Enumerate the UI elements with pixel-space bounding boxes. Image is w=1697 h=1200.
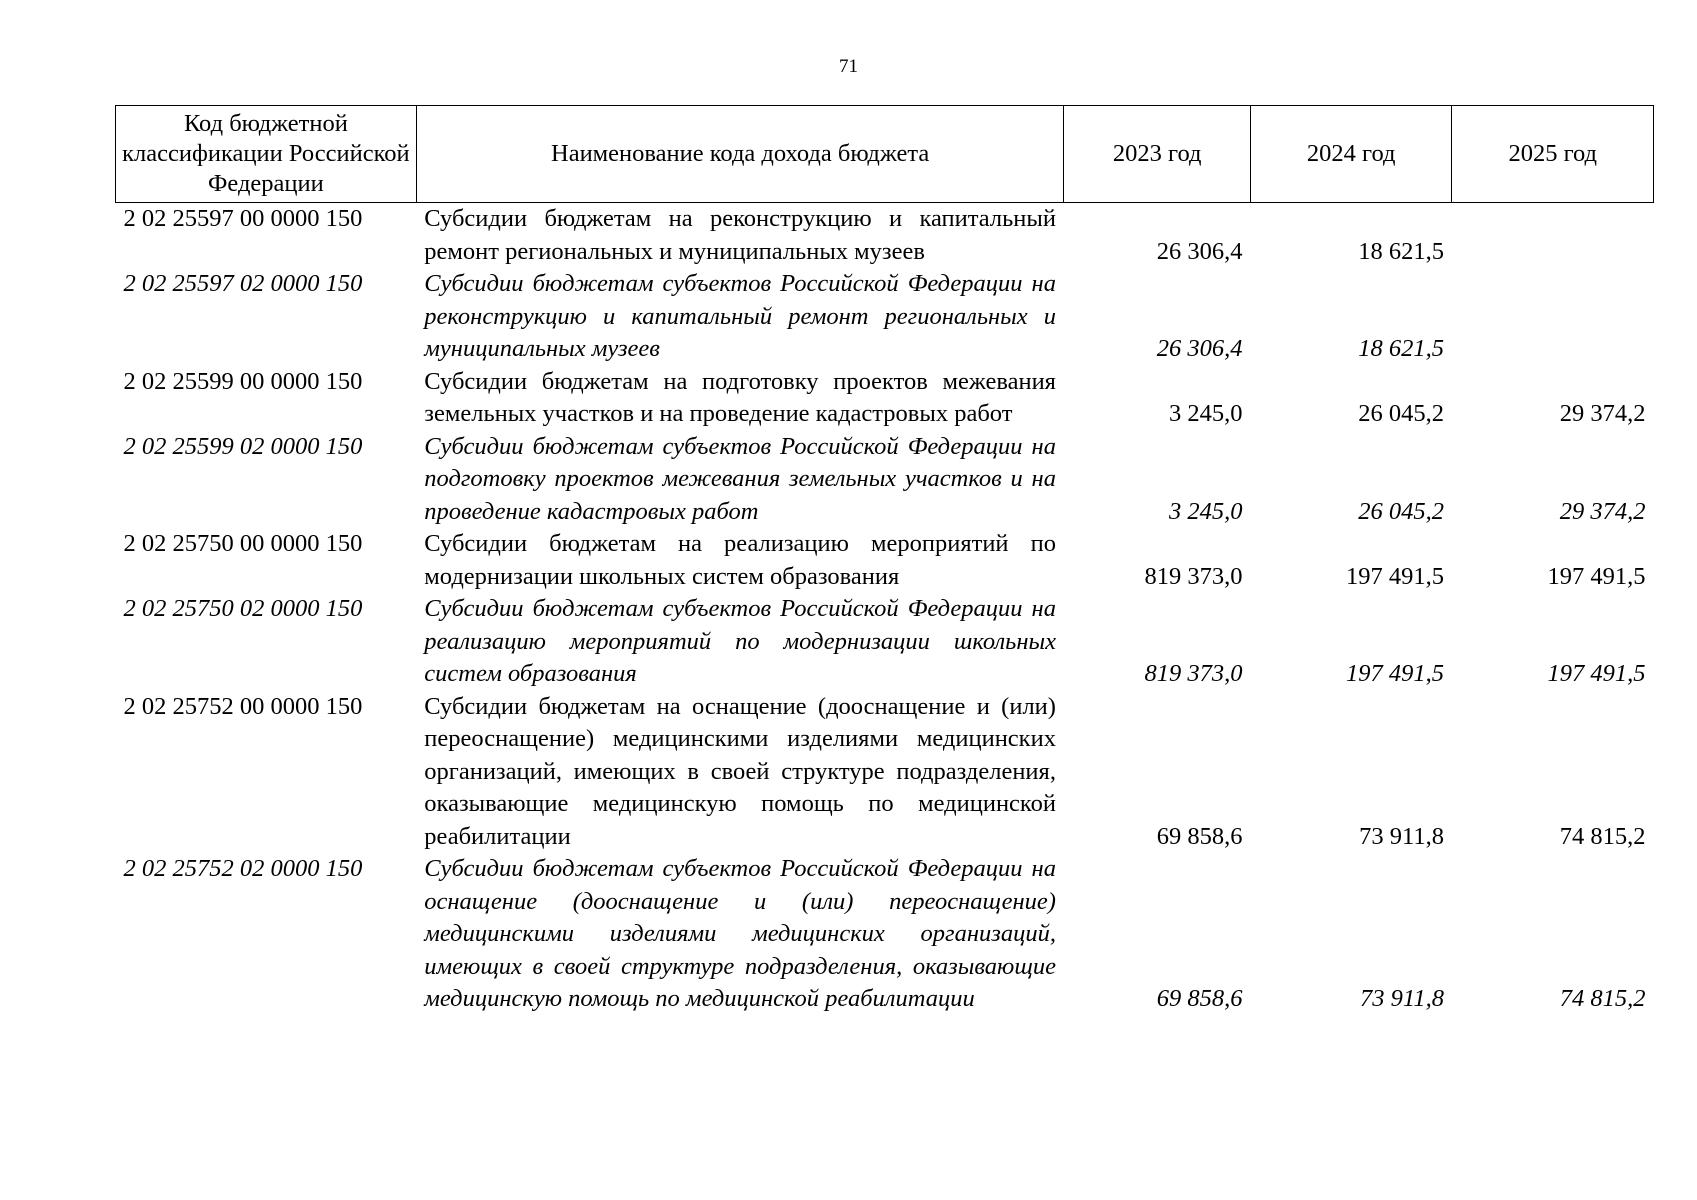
table-row xyxy=(116,691,1654,854)
budget-revenue-table xyxy=(115,105,1654,1016)
value-2023: 26 306,4 xyxy=(1156,335,1243,362)
value-2024: 18 621,5 xyxy=(1358,237,1444,265)
budget-code: 2 02 25599 02 0000 150 xyxy=(123,432,363,460)
header-code: Код бюджетной классификации Российской Федерации xyxy=(116,106,417,203)
budget-code: 2 02 25752 02 0000 150 xyxy=(123,855,363,882)
table-header-row xyxy=(116,106,1654,203)
budget-code: 2 02 25750 02 0000 150 xyxy=(123,595,363,622)
revenue-name: Субсидии бюджетам на оснащение (дооснащение и (или) переоснащение) медицинскими изделиями медицинских организаций, имеющих в своей структуре подразделения, оказывающие медицинскую помощь по медицинской реабилитации xyxy=(424,692,1056,850)
table-row xyxy=(116,528,1654,593)
value-2024: 197 491,5 xyxy=(1345,660,1444,687)
revenue-name: Субсидии бюджетам субъектов Российской Федерации на реконструкцию и капитальный ремонт региональных и муниципальных музеев xyxy=(424,270,1056,362)
value-2023: 69 858,6 xyxy=(1156,985,1243,1012)
value-2024: 18 621,5 xyxy=(1358,335,1444,362)
value-2025 xyxy=(1452,203,1654,269)
revenue-name: Субсидии бюджетам субъектов Российской Федерации на оснащение (дооснащение и (или) переоснащение) медицинскими изделиями медицинских организаций, имеющих в своей структуре подразделения, оказывающие медицинскую помощь по медицинской реабилитации xyxy=(424,855,1056,1012)
value-2023: 26 306,4 xyxy=(1156,237,1243,265)
revenue-name: Субсидии бюджетам субъектов Российской Федерации на реализацию мероприятий по модернизации школьных систем образования xyxy=(424,595,1056,687)
table-row xyxy=(116,268,1654,366)
value-2024: 73 911,8 xyxy=(1360,985,1444,1012)
revenue-name: Субсидии бюджетам на реализацию мероприятий по модернизации школьных систем образования xyxy=(424,530,1056,590)
value-2025: 197 491,5 xyxy=(1547,660,1646,687)
budget-code: 2 02 25597 00 0000 150 xyxy=(123,205,363,232)
value-2023: 819 373,0 xyxy=(1144,562,1243,590)
value-2023: 819 373,0 xyxy=(1144,660,1243,687)
header-2023: 2023 год xyxy=(1064,106,1250,203)
value-2025: 74 815,2 xyxy=(1559,985,1646,1012)
header-2025: 2025 год xyxy=(1452,106,1654,203)
value-2025 xyxy=(1452,268,1654,366)
value-2025: 29 374,2 xyxy=(1559,400,1646,427)
budget-code: 2 02 25597 02 0000 150 xyxy=(123,270,363,297)
revenue-name: Субсидии бюджетам субъектов Российской Федерации на подготовку проектов межевания земельных участков и на проведение кадастровых работ xyxy=(424,432,1056,525)
value-2024: 197 491,5 xyxy=(1345,562,1444,590)
page-number: 71 xyxy=(839,56,858,77)
value-2025: 74 815,2 xyxy=(1559,822,1646,850)
value-2023: 3 245,0 xyxy=(1168,497,1243,525)
revenue-name: Субсидии бюджетам на подготовку проектов межевания земельных участков и на проведение кадастровых работ xyxy=(424,367,1056,427)
value-2025: 29 374,2 xyxy=(1559,497,1646,525)
table-row xyxy=(116,366,1654,431)
budget-code: 2 02 25750 00 0000 150 xyxy=(123,530,363,557)
value-2024: 26 045,2 xyxy=(1358,497,1444,525)
value-2023: 3 245,0 xyxy=(1168,400,1243,427)
table-row xyxy=(116,431,1654,529)
value-2025: 197 491,5 xyxy=(1547,562,1646,590)
header-2024: 2024 год xyxy=(1250,106,1452,203)
value-2023: 69 858,6 xyxy=(1156,822,1243,850)
budget-code: 2 02 25599 00 0000 150 xyxy=(123,367,363,395)
table-row xyxy=(116,593,1654,691)
table-row xyxy=(116,853,1654,1016)
value-2024: 73 911,8 xyxy=(1359,822,1444,850)
value-2024: 26 045,2 xyxy=(1358,400,1444,427)
table-row xyxy=(116,203,1654,269)
revenue-name: Субсидии бюджетам на реконструкцию и капитальный ремонт региональных и муниципальных музеев xyxy=(424,205,1056,265)
budget-code: 2 02 25752 00 0000 150 xyxy=(123,692,363,720)
header-name: Наименование кода дохода бюджета xyxy=(416,106,1064,203)
